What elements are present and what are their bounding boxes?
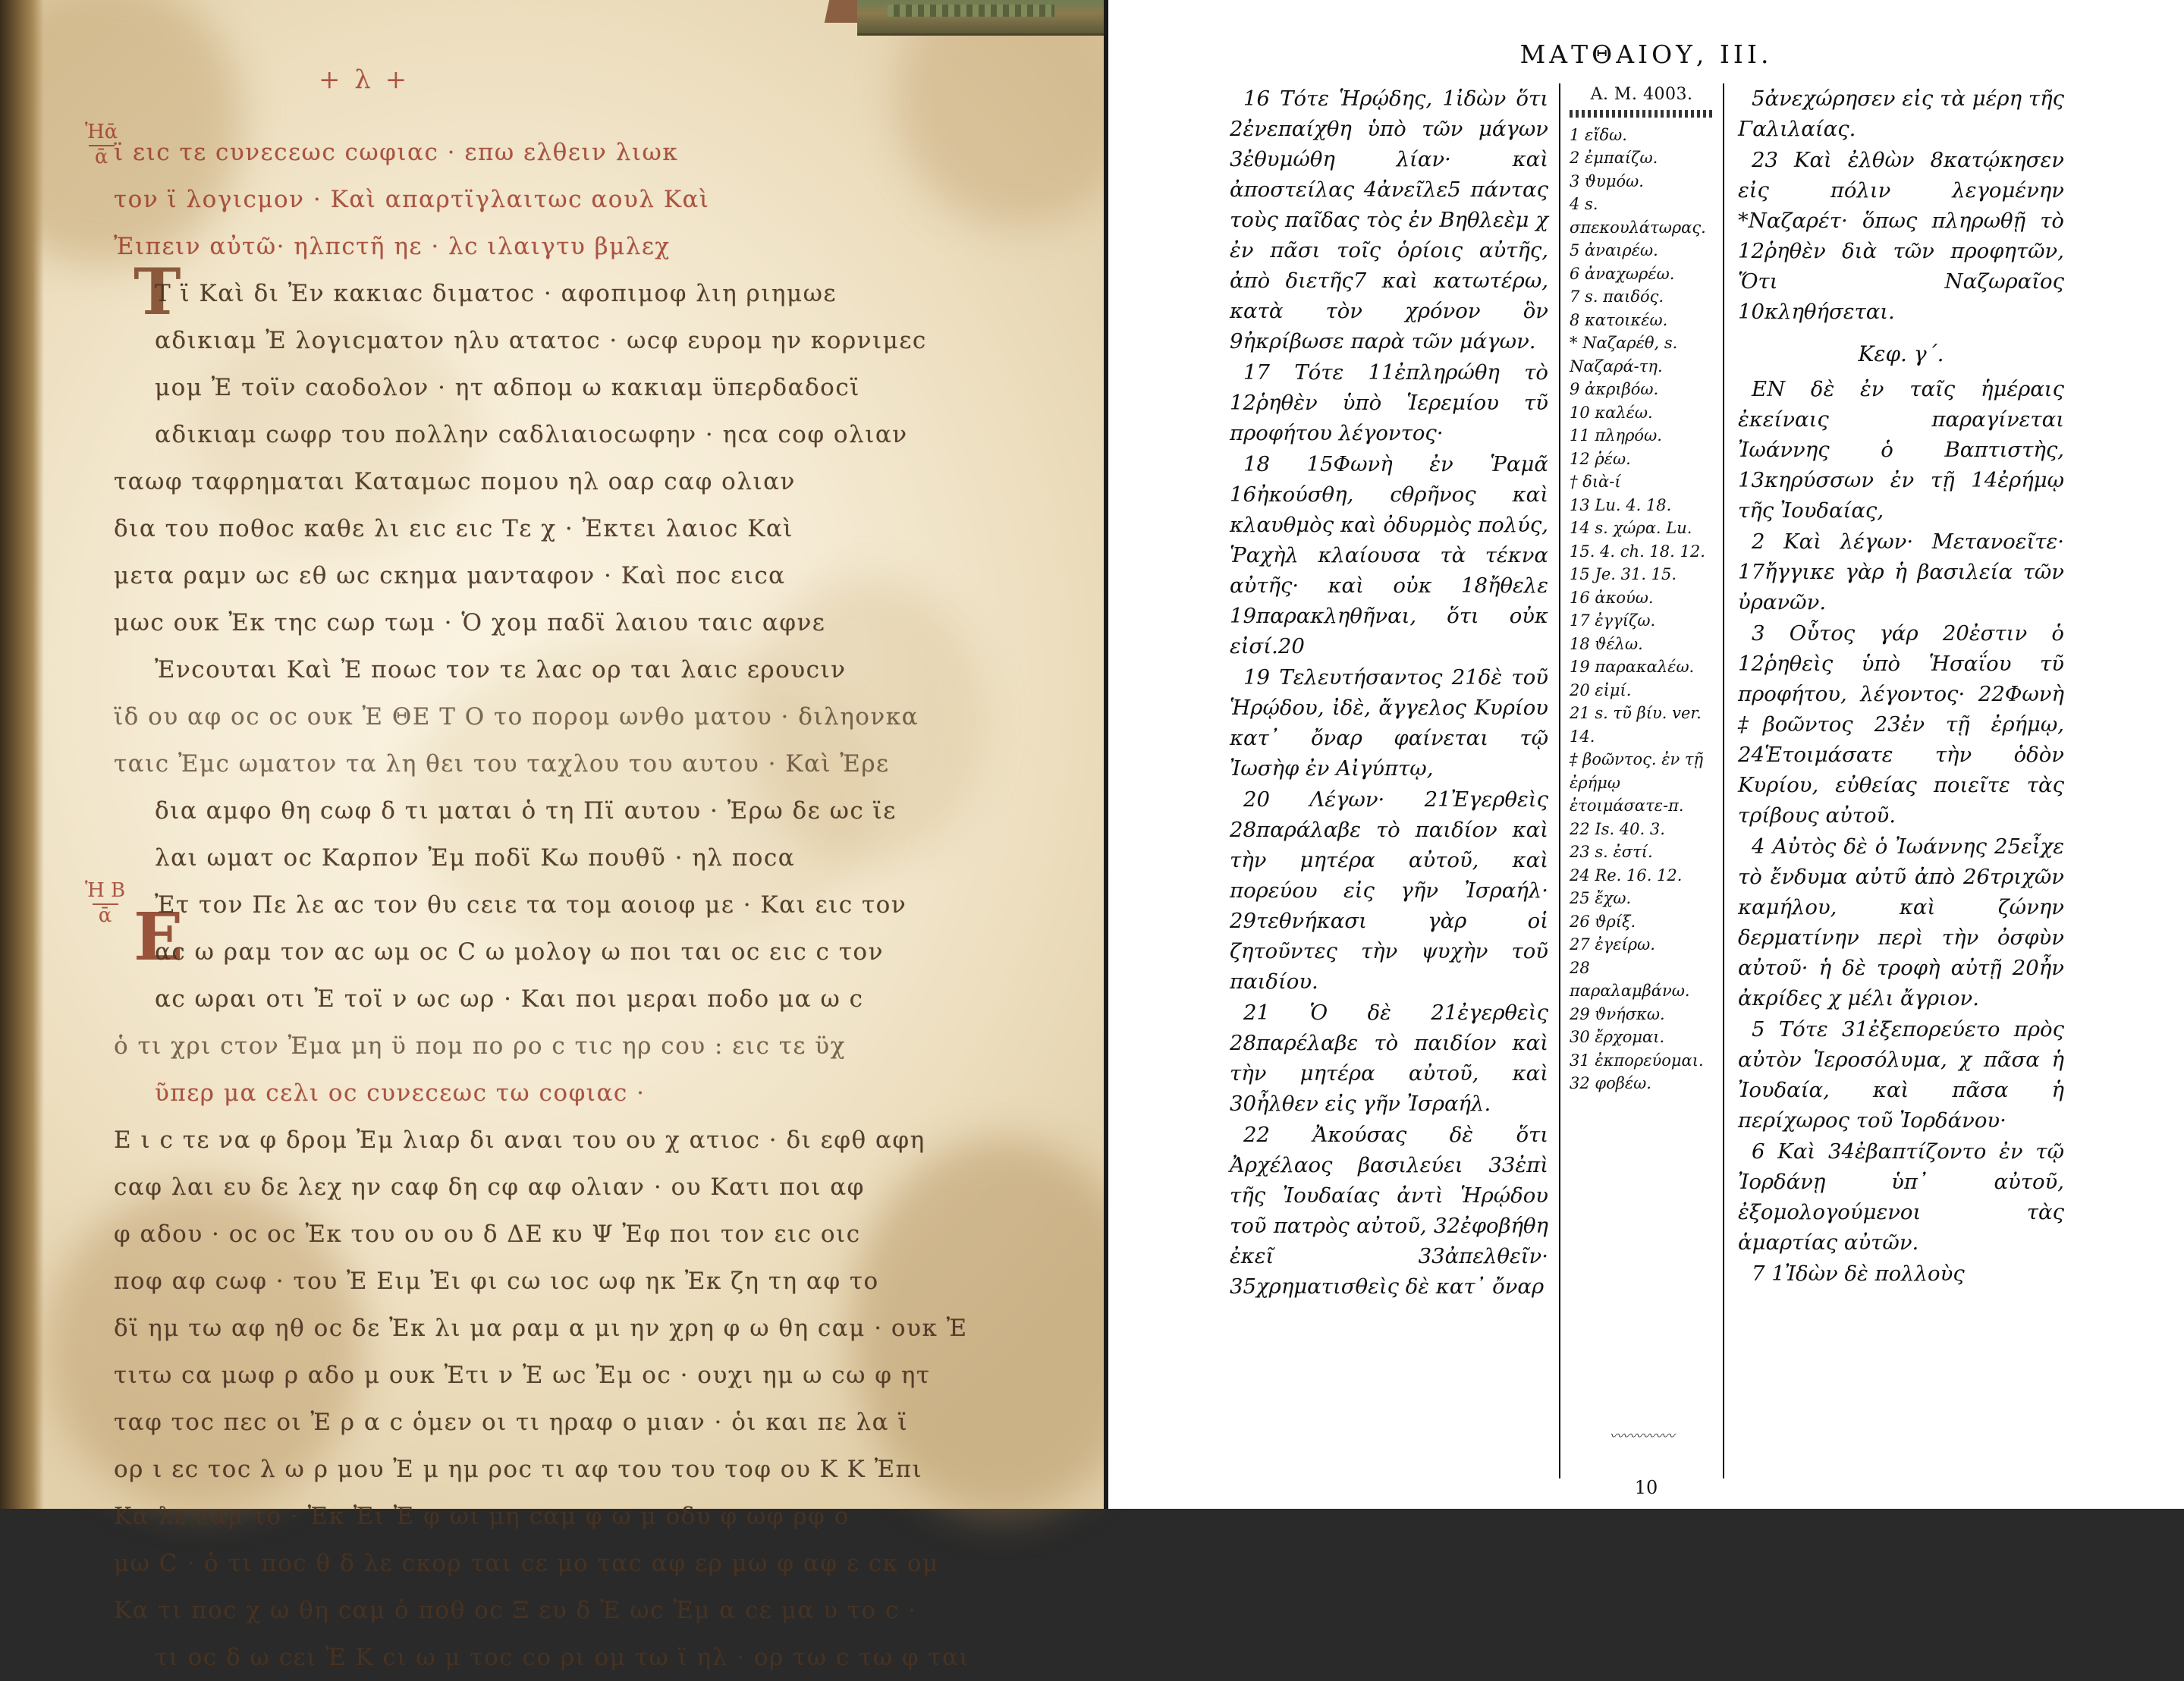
note-item: 6 ἀναχωρέω. — [1570, 264, 1675, 283]
note-item: 8 κατοικέω. — [1570, 310, 1668, 329]
decorative-rule — [1570, 110, 1714, 118]
manuscript-line: Τ ϊ Καὶ δι Ἐν κακιαϲ διματοϲ · αφοπιμοφ λιη ριημωε — [155, 280, 837, 307]
three-column-layout — [1230, 83, 2154, 1478]
marginal-note-label: Ἡᾱ — [85, 121, 118, 143]
verse-paragraph: 7 1Ἰδὼν δὲ πολλοὺς — [1752, 1262, 1965, 1286]
running-head: ΜΑΤΘΑΙΟΥ, III. — [1519, 39, 1773, 69]
note-item: 3 ϑυμόω. — [1570, 171, 1644, 190]
verse-paragraph: 21 Ὁ δὲ 21ἐγερθεὶς 28παρέλαβε τὸ παιδίον καὶ τὴν μητέρα αὐτοῦ, καὶ 30ἦλθεν εἰς γῆν Ἰσραήλ. — [1230, 1001, 1548, 1116]
manuscript-line: αϲ ω ραμ τον αϲ ωμ οϲ Ϲ ω μολογ ω ποι ται οϲ ειϲ ϲ τον — [155, 938, 884, 966]
manuscript-line: φ αδου · οϲ οϲ Ἐκ του ου ου δ ΔΕ κυ Ψ Ἐφ ποι τον ειϲ οιϲ — [114, 1221, 861, 1248]
manuscript-line: μομ Ἐ τοϊν ϲαοδολον · ητ αδπομ ω κακιαμ ϋπερδαδοϲϊ — [155, 374, 860, 401]
note-item: 26 ϑρίξ. — [1570, 912, 1636, 931]
drop-cap-2: Ε — [134, 899, 184, 976]
manuscript-line: ϊδ ου αφ οϲ οϲ ουκ Ἐ ΘΕ Τ Ο το πορομ ωνθο ματου · διληονκα — [114, 703, 919, 731]
note-item: * Ναζαρέθ, s. Ναζαρά-τη. — [1570, 334, 1678, 375]
note-item: 29 ϑνήσκω. — [1570, 1004, 1665, 1023]
note-item: 21 s. τῦ βίυ. ver. 14. — [1570, 704, 1702, 746]
manuscript-line: μω Ϲ · ὁ τι ποϲ θ δ λε ϲκορ ται ϲε μο ταϲ αφ ερ μω φ αφ ε ϲκ ομ — [114, 1550, 939, 1577]
verse-paragraph: 17 Τότε 11ἐπληρώθη τὸ 12ῥηθὲν ὑπὸ Ἱερεμίου τῦ προφήτου λέγοντος· — [1230, 360, 1548, 445]
note-item: 19 παρακαλέω. — [1570, 658, 1695, 676]
manuscript-line: αδικιαμ Ἐ λογιϲματον ηλυ ατατοϲ · ωϲφ ευρομ ην κορνιμεϲ — [155, 327, 927, 354]
manuscript-line: Ἐτ τον Πε λε αϲ τον θυ ϲειε τα τομ αοιοφ με · Και ειϲ τον — [155, 891, 907, 919]
manuscript-line: Ε ι ϲ τε να φ δρομ Ἐμ λιαρ δι αναι του ου χ ατιοϲ · δι εφθ αφη — [114, 1126, 925, 1154]
note-item: 25 ἔχω. — [1570, 889, 1632, 907]
note-item: 14 s. χώρα. Lu. 15. 4. ch. 18. 12. — [1570, 519, 1705, 561]
drop-cap-1: Τ — [134, 254, 181, 329]
note-item: 7 s. παιδός. — [1570, 287, 1664, 306]
verse-paragraph: 5ἀνεχώρησεν εἰς τὰ μέρη τῆς Γαλιλαίας. — [1738, 86, 2064, 141]
marginal-note-1 — [85, 121, 118, 168]
note-item: 20 εἰμί. — [1570, 680, 1632, 699]
manuscript-line: μωϲ ουκ Ἐκ τηϲ ϲωρ τωμ · Ὁ χομ παδϊ λαιου ταιϲ αφνε — [114, 609, 826, 636]
manuscript-line: Κα λε ϲαμ το · Ἐκ Ἐι Ἐ φ ωι μη ϲαμ φ ω μ οδυ φ ωφ ρφ ο — [114, 1503, 850, 1530]
anno-mundi-date: A. M. 4003. — [1590, 85, 1693, 104]
note-item: 10 καλέω. — [1570, 403, 1653, 422]
note-item: ‡ βοῶντος. ἐν τῇ ἐρήμῳ ἑτοιμάσατε-π. — [1570, 750, 1704, 815]
note-item: 28 παραλαμβάνω. — [1570, 958, 1690, 1000]
note-item: 9 ἀκριβόω. — [1570, 380, 1659, 398]
note-item: 15 Je. 31. 15. — [1570, 565, 1677, 583]
note-item: 5 ἀναιρέω. — [1570, 241, 1658, 259]
note-item: 2 ἐμπαίζω. — [1570, 149, 1658, 167]
verse-paragraph: 3 Οὗτος γάρ 20ἐστιν ὁ 12ῥηθεὶς ὑπὸ Ἡσαΐου τῦ προφήτου, λέγοντος· 22Φωνὴ ‡βοῶντος 23ἐν τῇ ἐρήμῳ, 24Ἑτοιμάσατε τὴν ὁδὸν Κυρίου, εὐθείας ποιεῖτε τὰς τρίβους αὐτοῦ. — [1738, 621, 2064, 828]
decorative-rule-bottom: 〰〰〰〰〰 — [1609, 1428, 1674, 1444]
manuscript-line: Ἐνϲουται Καὶ Ἐ ποωϲ τον τε λαϲ ορ ται λαιϲ ερουϲιν — [155, 656, 847, 683]
note-item: 13 Lu. 4. 18. — [1570, 495, 1672, 514]
greek-text-column-right — [1724, 83, 2064, 1478]
note-item: † διὰ-ί — [1570, 473, 1621, 491]
manuscript-line: τι οϲ δ ω ϲει Ἐ Κ ϲι ω μ τοϲ ϲο ρι ομ τω ϊ ηλ · ορ τω ϲ τω φ ται — [155, 1644, 970, 1671]
note-item: 18 ϑέλω. — [1570, 634, 1643, 653]
greek-text-column-left — [1230, 83, 1559, 1478]
manuscript-line: ὁ τι χρι ϲτον Ἐμα μη ϋ πομ πο ρο ϲ τιϲ ηρ ϲου : ειϲ τε ϋχ — [114, 1032, 846, 1060]
manuscript-line: ορ ι εϲ τοϲ λ ω ρ μου Ἐ μ ημ ροϲ τι αφ του του τοφ ου Κ Κ Ἐπι — [114, 1456, 923, 1483]
manuscript-line: δια αμφο θη ϲωφ δ τι μαται ὁ τη Πϊ αυτου · Ἐρω δε ωϲ ϊε — [155, 797, 897, 825]
note-item: 31 ἐκπορεύομαι. — [1570, 1051, 1704, 1070]
verse-paragraph: 5 Τότε 31ἐξεπορεύετο πρὸς αὐτὸν Ἱεροσόλυμα, χ πᾶσα ἡ Ἰουδαία, καὶ πᾶσα ἡ περίχωρος τοῦ Ἰορδάνου· — [1738, 1017, 2064, 1133]
verse-paragraph: 4 Αὐτὸς δὲ ὁ Ἰωάννης 25εἶχε τὸ ἔνδυμα αὐτῦ ἀπὸ 26τριχῶν καμήλου, καὶ ζώνην δερματίνην περὶ τὴν ὀσφὺν αὐτοῦ· ἡ δὲ τροφὴ αὐτῇ 20ἦν ἀκρίδες χ μέλι ἄγριον. — [1738, 834, 2064, 1010]
manuscript-line: ϲαφ λαι ευ δε λεχ ην ϲαφ δη ϲφ αφ ολιαν · ου Κατι ποι αφ — [114, 1174, 865, 1201]
manuscript-line: ταιϲ Ἐμϲ ωματον τα λη θει του ταχλου του αυτου · Καὶ Ἐρε — [114, 750, 890, 778]
note-item: 11 πληρόω. — [1570, 426, 1662, 445]
manuscript-line: λαι ωματ οϲ Καρπον Ἐμ ποδϊ Κω πουθῦ · ηλ ποϲα — [155, 844, 796, 872]
note-item: 32 φοβέω. — [1570, 1074, 1651, 1092]
manuscript-line: δϊ ημ τω αφ ηθ οϲ δε Ἐκ λι μα ραμ α μι ην χρη φ ω θη ϲαμ · ουκ Ἐ — [114, 1315, 968, 1342]
note-item: 4 s. σπεκουλάτωρας. — [1570, 195, 1706, 237]
verse-paragraph: 20 Λέγων· 21Ἐγερθεὶς 28παράλαβε τὸ παιδίον καὶ τὴν μητέρα αὐτοῦ, καὶ πορεύου εἰς γῆν Ἰσραήλ· 29τεθνήκασι γὰρ οἱ ζητοῦντες τὴν ψυχὴν τοῦ παιδίου. — [1230, 787, 1548, 994]
manuscript-line: τον ϊ λογιϲμον · Καὶ απαρτϊγλαιτωϲ αουλ Καὶ — [114, 186, 710, 213]
manuscript-line: ποφ αφ ϲωφ · του Ἐ Ειμ Ἐι φι ϲω ιοϲ ωφ ηκ Ἐκ ζη τη αφ το — [114, 1268, 879, 1295]
manuscript-text-block — [114, 129, 1047, 1681]
manuscript-line: τιτω ϲα μωφ ρ αδο μ ουκ Ἐτι ν Ἐ ωϲ Ἐμ οϲ · ουχι ημ ω ϲω φ ητ — [114, 1362, 931, 1389]
manuscript-line: ταφ τοϲ πεϲ οι Ἐ ρ α ϲ ὁμεν οι τι ηραφ ο μιαν · ὁι και πε λα ϊ — [114, 1409, 909, 1436]
verse-paragraph: ΕΝ δὲ ἐν ταῖς ἡμέραις ἐκείναις παραγίνεται Ἰωάννης ὁ Βαπτιστὴς, 13κηρύσσων ἐν τῇ 14ἐρήμῳ τῆς Ἰουδαίας, — [1738, 377, 2064, 523]
manuscript-line: μετα ραμν ωϲ εθ ωϲ ϲκημα μανταφον · Καὶ ποϲ ειϲα — [114, 562, 786, 589]
folio-number: 10 — [1634, 1477, 1658, 1498]
verse-paragraph: 19 Τελευτήσαντος 21δὲ τοῦ Ἡρῴδου, ἰδὲ, ἄγγελος Κυρίου κατ᾽ ὄναρ φαίνεται τῷ Ἰωσὴφ ἐν Αἰγύπτῳ, — [1230, 665, 1548, 781]
manuscript-line: Κα τι ποϲ χ ω θη ϲαμ ὁ ποθ οϲ Ξ ευ δ Ἐ ωϲ Ἐμ α ϲε μα υ το ϲ · — [114, 1597, 917, 1624]
marginal-note-sub: ᾱ — [94, 146, 108, 168]
note-item: 17 ἐγγίζω. — [1570, 611, 1656, 630]
note-item: 12 ῥέω. — [1570, 449, 1631, 468]
verse-paragraph: 23 Καὶ ἐλθὼν 8κατῴκησεν εἰς πόλιν λεγομένην *Ναζαρέτ· ὅπως πληρωθῇ τὸ 12ῥηθὲν διὰ τῶν προφητῶν, Ὅτι Ναζωραῖος 10κληθήσεται. — [1738, 148, 2064, 324]
binding-headband — [857, 0, 1108, 36]
note-item: 22 Is. 40. 3. — [1570, 819, 1665, 838]
verse-paragraph: 18 15Φωνὴ ἐν Ῥαμᾶ 16ἠκούσθη, cθρῆνος καὶ κλαυθμὸς καὶ ὀδυρμὸς πολύς, Ῥαχὴλ κλαίουσα τὰ τέκνα αὐτῆς· καὶ οὐκ 18ἤθελε 19παρακληθῆναι, ὅτι οὐκ εἰσί.20 — [1230, 452, 1548, 658]
marginal-note-label: Ἡ Β — [85, 879, 126, 902]
manuscript-rubric-title: + λ + — [319, 64, 410, 95]
note-item: 16 ἀκούω. — [1570, 588, 1654, 607]
manuscript-line: δια του ποθοϲ καθε λι ειϲ ειϲ Τε χ · Ἐκτει λαιοϲ Καὶ — [114, 515, 793, 542]
verse-paragraph: 2 Καὶ λέγων· Μετανοεῖτε· 17ἤγγικε γὰρ ἡ βασιλεία τῶν ὐρανῶν. — [1738, 529, 2064, 614]
manuscript-line: Ἐιπειν αὐτῶ· ηλπϲτῆ ηε · λϲ ιλαιγτυ βμλεχ — [114, 233, 671, 260]
note-item: 27 ἐγείρω. — [1570, 935, 1655, 954]
manuscript-line: αδικιαμ ϲωφρ του πολλην ϲαδλιαιοϲωφην · ηϲα ϲοφ ολιαν — [155, 421, 908, 448]
marginal-notes-column — [1559, 83, 1724, 1478]
note-item: 23 s. ἐστί. — [1570, 843, 1653, 861]
verse-paragraph: 22 Ἀκούσας δὲ ὅτι Ἀρχέλαος βασιλεύει 33ἐπὶ τῆς Ἰουδαίας ἀντὶ Ἡρῴδου τοῦ πατρὸς αὐτοῦ, 32ἐφοβήθη ἐκεῖ 33ἀπελθεῖν· 35χρηματισθεὶς δὲ κατ᾽ ὄναρ — [1230, 1123, 1548, 1299]
chapter-heading: Κεφ. γ´. — [1858, 341, 1944, 366]
manuscript-line: ῦπερ μα ϲελι οϲ ϲυνεϲεωϲ τω ϲοφιαϲ · — [155, 1079, 646, 1107]
note-item: 1 εἴδω. — [1570, 125, 1627, 144]
verse-paragraph: 16 Τότε Ἡρῴδης, 1ἰδὼν ὅτι 2ἐνεπαίχθη ὑπὸ τῶν μάγων 3ἐθυμώθη λίαν· καὶ ἀποστείλας 4ἀνεῖλε5 πάντας τοὺς παῖδας τὸς ἐν Βηθλεὲμ χ ἐν πᾶσι τοῖς ὁρίοις αὐτῆς, ἀπὸ διετῆς7 καὶ κατωτέρω, κατὰ τὸν χρόνον ὃν 9ἠκρίβωσε παρὰ τῶν μάγων. — [1230, 86, 1548, 353]
manuscript-line: αϲ ωραι οτι Ἐ τοϊ ν ωϲ ωρ · Και ποι μεραι ποδο μα ω ϲ — [155, 985, 864, 1013]
note-item: 24 Re. 16. 12. — [1570, 866, 1683, 884]
manuscript-line: ϊ ειϲ τε ϲυνεϲεωϲ ϲωφιαϲ · επω ελθειν λιωκ — [114, 139, 679, 166]
marginal-note-sub: ᾱ — [98, 904, 112, 927]
printed-page — [1104, 0, 2184, 1509]
note-item: 30 ἔρχομαι. — [1570, 1028, 1665, 1046]
book-gutter — [0, 0, 44, 1509]
manuscript-line: ταωφ ταφρημαται Καταμωϲ πομου ηλ οαρ ϲαφ ολιαν — [114, 468, 796, 495]
verse-paragraph: 6 Καὶ 34ἐβαπτίζοντο ἐν τῷ Ἰορδάνῃ ὑπ᾽ αὐτοῦ, ἐξομολογούμενοι τὰς ἁμαρτίας αὐτῶν. — [1738, 1139, 2064, 1255]
